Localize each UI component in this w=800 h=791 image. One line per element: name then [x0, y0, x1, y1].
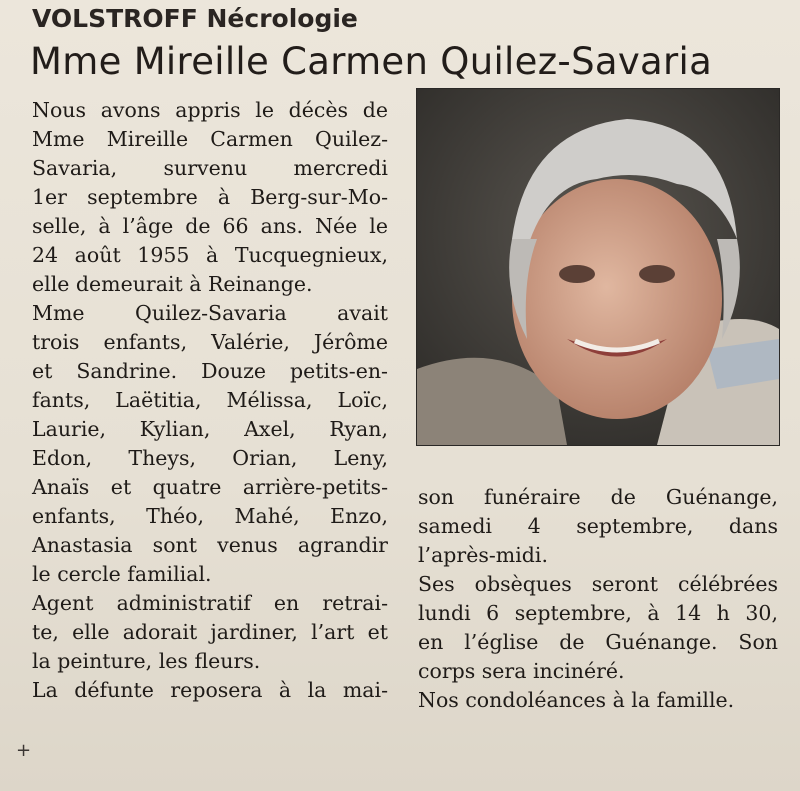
text-line: Nous avons appris le décès de: [32, 98, 388, 122]
text-line: Agent administratif en retrai-: [32, 591, 388, 615]
text-line: Edon, Theys, Orian, Leny,: [32, 446, 388, 470]
text-line: trois enfants, Valérie, Jérôme: [32, 330, 388, 354]
text-line: corps sera incinéré.: [418, 659, 625, 683]
portrait-photo: [416, 88, 780, 446]
text-line: 24 août 1955 à Tucquegnieux,: [32, 243, 388, 267]
section-heading: VOLSTROFF Nécrologie: [32, 4, 358, 33]
text-line: la peinture, les fleurs.: [32, 649, 261, 673]
portrait-illustration: [417, 89, 779, 445]
text-line: Savaria, survenu mercredi: [32, 156, 388, 180]
text-line: te, elle adorait jardiner, l’art et: [32, 620, 388, 644]
text-line: Mme Quilez-Savaria avait: [32, 301, 388, 325]
text-line: enfants, Théo, Mahé, Enzo,: [32, 504, 388, 528]
article-column-2: [418, 483, 778, 715]
text-line: La défunte reposera à la mai-: [32, 678, 388, 702]
text-line: Anaïs et quatre arrière-petits-: [32, 475, 388, 499]
separator-mark: +: [16, 740, 32, 761]
text-line: selle, à l’âge de 66 ans. Née le: [32, 214, 388, 238]
text-line: Laurie, Kylian, Axel, Ryan,: [32, 417, 388, 441]
article-column-1: [32, 96, 388, 705]
text-line: Ses obsèques seront célébrées: [418, 572, 778, 596]
text-line: Nos condoléances à la famille.: [418, 688, 735, 712]
text-line: son funéraire de Guénange,: [418, 485, 778, 509]
text-line: le cercle familial.: [32, 562, 212, 586]
text-line: elle demeurait à Reinange.: [32, 272, 313, 296]
text-line: fants, Laëtitia, Mélissa, Loïc,: [32, 388, 388, 412]
text-line: en l’église de Guénange. Son: [418, 630, 778, 654]
text-line: l’après-midi.: [418, 543, 548, 567]
text-line: 1er septembre à Berg-sur-Mo-: [32, 185, 388, 209]
text-line: lundi 6 septembre, à 14 h 30,: [418, 601, 778, 625]
text-line: et Sandrine. Douze petits-en-: [32, 359, 388, 383]
text-line: Anastasia sont venus agrandir: [32, 533, 388, 557]
text-line: Mme Mireille Carmen Quilez-: [32, 127, 388, 151]
article-headline: Mme Mireille Carmen Quilez-Savaria: [30, 40, 713, 83]
text-line: samedi 4 septembre, dans: [418, 514, 778, 538]
